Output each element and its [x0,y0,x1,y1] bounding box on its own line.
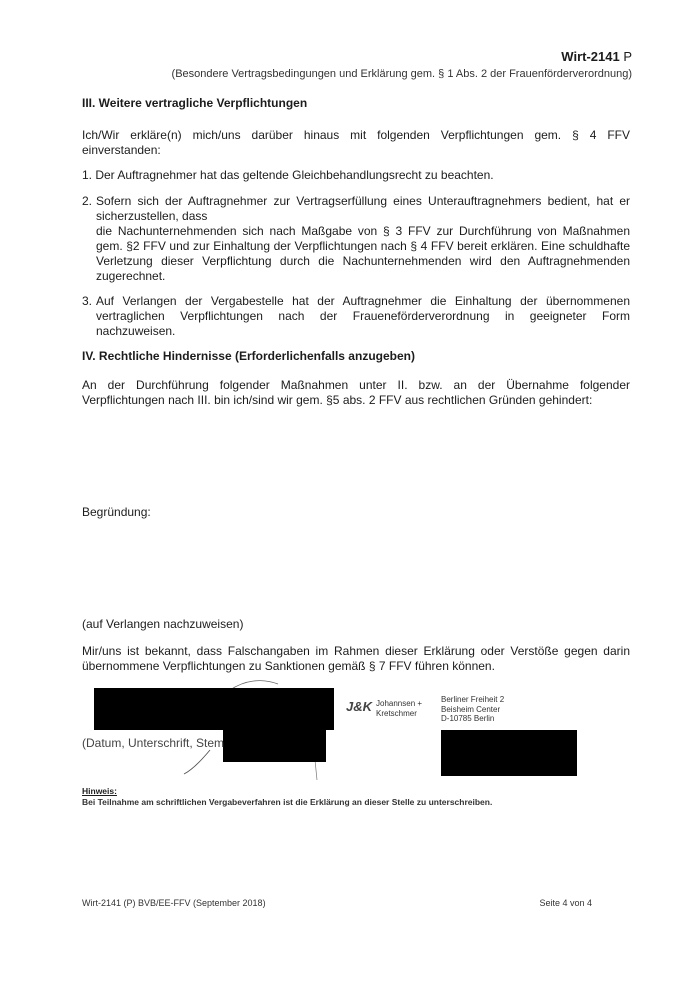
redacted-block-signature-top [94,688,334,730]
redacted-block-signature-bottom [223,730,326,762]
nachweis-note: (auf Verlangen nachzuweisen) [82,617,244,631]
signature-label: (Datum, Unterschrift, Stem [82,736,225,750]
list-item-3: 3. Auf Verlangen der Vergabestelle hat der Auftragnehmer die Einhaltung der übernommenen vertraglichen Verpflichtungen nach der Fraueneförderverordnung in geeigneter Form nachzuweisen. [82,294,630,338]
list-item-1: 1. Der Auftragnehmer hat das geltende Gleichbehandlungsrecht zu beachten. [82,168,494,182]
section-3-intro: Ich/Wir erkläre(n) mich/uns darüber hinaus mit folgenden Verpflichtungen gem. § 4 FFV einverstanden: [82,128,630,157]
redacted-block-right [441,730,577,776]
note-title: Hinweis: [82,786,117,796]
list-item-2: 2. Sofern sich der Auftragnehmer zur Vertragserfüllung eines Unterauftragnehmers bedient, hat er sicherzustellen, dass die Nachunternehmenden sich nach Maßgabe von § 3 FFV zur Durchführung von Maßnahmen gem. §2 FFV und zur Einhaltung der Verpflichtungen nach § 4 FFV bereit erklären. Eine schuldhafte Verletzung dieser Verpflichtung durch die Nachunternehmenden wird den Auftragnehmenden zugerechnet. [82,194,630,283]
declaration-text: Mir/uns ist bekannt, dass Falschangaben im Rahmen dieser Erklärung oder Verstöße gegen darin übernommene Verpflichtungen zu Sanktionen gemäß § 7 FFV führen können. [82,644,630,673]
stamp-company-name: Johannsen + Kretschmer [376,699,423,718]
section-4-text: An der Durchführung folgender Maßnahmen unter II. bzw. an der Übernahme folgender Verpflichtungen nach III. bin ich/sind wir gem. §5 abs. 2 FFV aus rechtlichen Gründen gehindert: [82,378,630,407]
section-4-heading: IV. Rechtliche Hindernisse (Erforderlichenfalls anzugeben) [82,349,415,363]
form-subtitle: (Besondere Vertragsbedingungen und Erklärung gem. § 1 Abs. 2 der Frauenförderverordnung) [171,68,632,80]
note-text: Bei Teilnahme am schriftlichen Vergabeverfahren ist die Erklärung an dieser Stelle zu unterschreiben. [82,797,493,807]
company-stamp [346,695,526,731]
footer-form-id: Wirt-2141 (P) BVB/EE-FFV (September 2018) [82,898,266,908]
footer-page-number: Seite 4 von 4 [539,898,592,908]
section-3-heading: III. Weitere vertragliche Verpflichtungen [82,96,308,110]
stamp-address: Berliner Freiheit 2 Beisheim Center D-10785 Berlin [441,695,505,723]
form-code: Wirt-2141 P [561,49,632,64]
stamp-logo: J&K [346,699,373,714]
begruendung-label: Begründung: [82,505,151,519]
